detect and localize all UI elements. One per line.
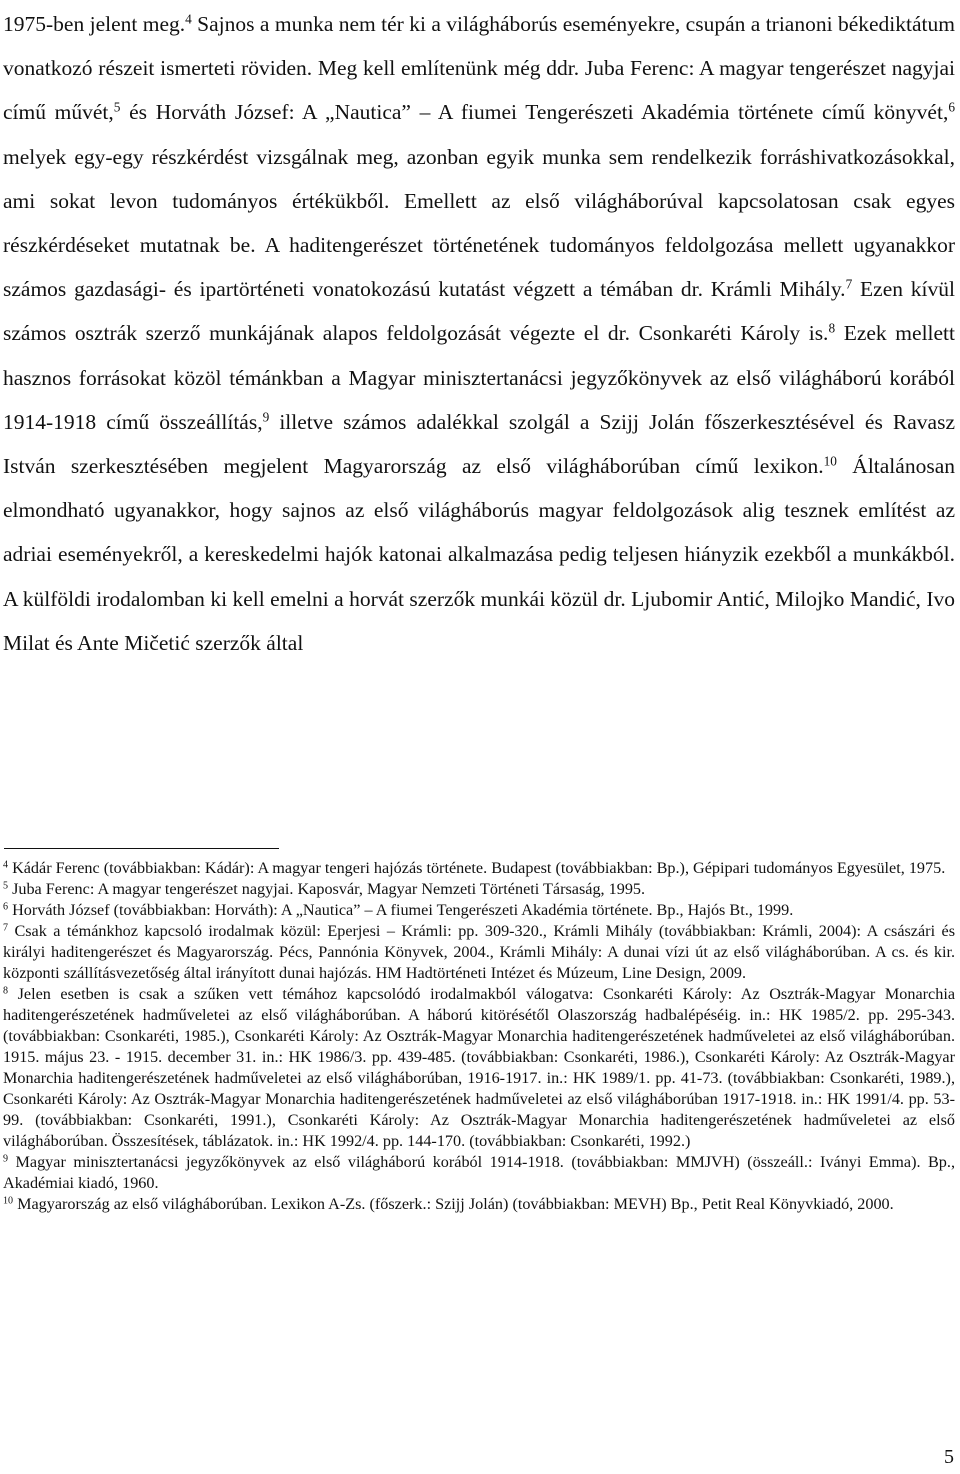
footnote (3, 1194, 955, 1215)
body-text-segment: Sajnos a munka nem tér ki a világháborús eseményekre, csupán a trianoni békediktátum vonatkozó részeit ismerteti röviden. Meg kell említenünk még ddr. Juba Ferenc: A magyar tengerészet nagyjai című művét, (3, 12, 955, 125)
footnote-reference[interactable]: 8 (828, 321, 836, 337)
footnote-number: 7 (3, 922, 9, 934)
footnote-number: 9 (3, 1153, 9, 1165)
footnote-number: 4 (3, 859, 9, 871)
body-text-segment: Ezek mellett hasznos forrásokat közöl témánkban a Magyar minisztertanácsi jegyzőkönyvek az első világháború korából 1914-1918 című összeállítás, (3, 321, 955, 434)
footnote-reference[interactable]: 10 (823, 453, 837, 469)
body-text-segment: illetve számos adalékkal szolgál a Szijj Jolán főszerkesztésével és Ravasz István szerkesztésében megjelent Magyarország az első világháborúban című lexikon. (3, 409, 955, 479)
body-text-segment: és Horváth József: A „Nautica” – A fiumei Tengerészeti Akadémia története című könyvét, (120, 100, 949, 125)
footnote-text: Magyarország az első világháborúban. Lexikon A-Zs. (főszerk.: Szijj Jolán) (továbbiakban: MEVH) Bp., Petit Real Könyvkiadó, 2000. (13, 1195, 894, 1213)
footnote-reference[interactable]: 4 (185, 11, 192, 27)
body-paragraph (3, 2, 955, 665)
body-text-segment: Ezen kívül számos osztrák szerző munkájának alapos feldolgozását végezte el dr. Csonkaréti Károly is. (3, 277, 955, 346)
footnote-reference[interactable]: 5 (113, 100, 121, 116)
footnote (3, 1152, 955, 1194)
footnote-separator (4, 848, 279, 849)
footnote (3, 921, 955, 984)
footnote-reference[interactable]: 7 (845, 276, 853, 292)
footnote-reference[interactable]: 9 (262, 409, 270, 425)
footnote-reference[interactable]: 6 (948, 100, 955, 116)
footnote-number: 8 (3, 985, 9, 997)
footnote-number: 6 (3, 901, 9, 913)
footnote (3, 900, 955, 921)
footnote-text: Csak a témánkhoz kapcsoló irodalmak közül: Eperjesi – Krámli: pp. 309-320., Krámli Mihály (továbbiakban: Krámli, 2004): A császári és királyi haditengerészet és Magyarország. Pécs, Pannónia Könyvek, 2004., Krámli Mihály: A dunai vízi út az első világháborúban. A cs. és kir. központi szállításvezetőség által irányított dunai hajózás. HM Hadtörténeti Intézet és Múzeum, Line Design, 2009. (3, 922, 955, 982)
footnote (3, 858, 955, 879)
body-text-segment: melyek egy-egy részkérdést vizsgálnak meg, azonban egyik munka sem rendelkezik forráshivatkozásokkal, ami sokat levon tudományos értékükből. Emellett az első világháborúval kapcsolatosan csak egyes részkérdéseket mutatnak be. A haditengerészet történetének tudományos feldolgozása mellett ugyanakkor számos gazdasági- és ipartörténeti vonatokozású kutatást végzett a témában dr. Krámli Mihály. (3, 144, 955, 302)
footnote-number: 5 (3, 880, 9, 892)
footnote-text: Horváth József (továbbiakban: Horváth): A „Nautica” – A fiumei Tengerészeti Akadémia története. Bp., Hajós Bt., 1999. (8, 901, 794, 919)
body-text-segment: Általánosan elmondható ugyanakkor, hogy sajnos az első világháborús magyar feldolgozások alig tesznek említést az adriai eseményekről, a kereskedelmi hajók katonai alkalmazása pedig teljesen hiányzik ezekből a munkákból. A külföldi irodalomban ki kell emelni a horvát szerzők munkái közül dr. Ljubomir Antić, Milojko Mandić, Ivo Milat és Ante Mičetić szerzők által (3, 454, 955, 655)
footnote-text: Juba Ferenc: A magyar tengerészet nagyjai. Kaposvár, Magyar Nemzeti Történeti Társaság, 1995. (8, 880, 646, 898)
footnote-text: Jelen esetben is csak a szűken vett témához kapcsolódó irodalmakból válogatva: Csonkaréti Károly: Az Osztrák-Magyar Monarchia haditengerészetének hadműveletei az első világháborúban. A háború kitörésétől Olaszország hadbalépéséig. in.: HK 1985/2. pp. 295-343. (továbbiakban: Csonkaréti, 1985.), Csonkaréti Károly: Az Osztrák-Magyar Monarchia haditengerészetének hadműveletei az első világháborúban. 1915. május 23. - 1915. december 31. in.: HK 1986/3. pp. 439-485. (továbbiakban: Csonkaréti, 1986.), Csonkaréti Károly: Az Osztrák-Magyar Monarchia haditengerészetének hadműveletei az első világháborúban, 1916-1917. in.: HK 1989/1. pp. 41-73. (továbbiakban: Csonkaréti, 1989.), Csonkaréti Károly: Az Osztrák-Magyar Monarchia haditengerészetének hadműveletei az első világháborúban 1917-1918. in.: HK 1991/4. pp. 53-99. (továbbiakban: Csonkaréti, 1991.), Csonkaréti Károly: Az Osztrák-Magyar Monarchia haditengerészetének hadműveletei az első világháborúban. Összesítések, táblázatok. in.: HK 1992/4. pp. 144-170. (továbbiakban: Csonkaréti, 1992.) (3, 985, 955, 1150)
footnote (3, 879, 955, 900)
footnotes-section (3, 858, 955, 1215)
footnote (3, 984, 955, 1152)
footnote-number: 10 (3, 1195, 14, 1207)
page-number: 5 (944, 1446, 954, 1468)
footnote-text: Magyar minisztertanácsi jegyzőkönyvek az első világháború korából 1914-1918. (továbbiakban: MMJVH) (összeáll.: Iványi Emma). Bp., Akadémiai kiadó, 1960. (3, 1153, 955, 1192)
footnote-text: Kádár Ferenc (továbbiakban: Kádár): A magyar tengeri hajózás története. Budapest (továbbiakban: Bp.), Gépipari tudományos Egyesület, 1975. (8, 859, 946, 877)
body-text-segment: 1975-ben jelent meg. (3, 12, 186, 36)
